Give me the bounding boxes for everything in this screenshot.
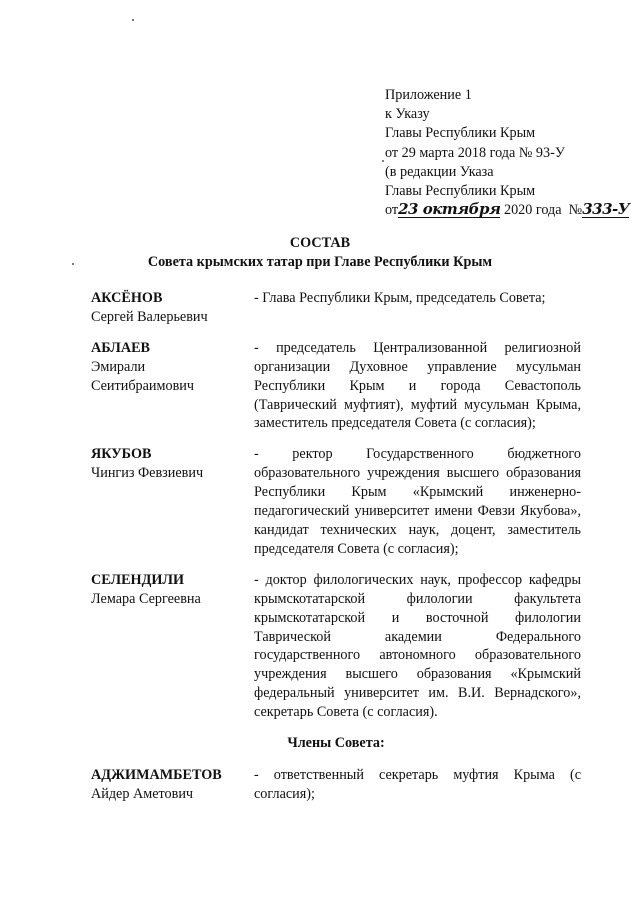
member-given-name: Лемара Сергеевна: [91, 590, 201, 607]
member-given-name: Эмирали: [91, 358, 146, 375]
member-role: - Глава Республики Крым, председатель Совета;: [254, 290, 546, 306]
member-name: [91, 445, 254, 558]
member-entry: [91, 571, 581, 722]
member-patronymic: Сеитибраимович: [91, 377, 195, 394]
scan-speck: [132, 19, 134, 21]
council-list: [91, 289, 581, 816]
appendix-line: Главы Республики Крым: [385, 125, 536, 142]
appendix-line: Приложение 1: [385, 87, 472, 103]
member-role: - ответственный секретарь муфтия Крыма (с согласия);: [254, 766, 581, 802]
document-subtitle: Совета крымских татар при Главе Республики Крым: [147, 254, 493, 270]
scan-speck: [382, 160, 384, 162]
member-given-name: Айдер Аметович: [91, 785, 194, 802]
member-entry: [91, 289, 581, 327]
appendix-line: к Указу: [385, 106, 430, 123]
appendix-number-label: №: [568, 202, 583, 219]
scan-speck: [72, 263, 74, 265]
member-given-name: Чингиз Февзиевич: [91, 465, 204, 482]
document-title: СОСТАВ: [289, 235, 351, 251]
member-entry: [91, 766, 581, 804]
member-name: [91, 766, 254, 804]
appendix-line: Главы Республики Крым: [385, 183, 536, 200]
handwritten-date: 23 октября: [398, 200, 501, 219]
member-surname: АБЛАЕВ: [91, 339, 151, 356]
member-name: [91, 289, 254, 327]
member-surname: АКСЁНОВ: [91, 290, 163, 306]
member-name: [91, 339, 254, 434]
member-surname: СЕЛЕНДИЛИ: [91, 571, 184, 588]
appendix-line: (в редакции Указа: [385, 163, 494, 180]
member-role: - доктор филологических наук, профессор кафедры крымскотатарской филологии факультета крымскотатарской и восточной филологии Таврической академии Федерального государственного автономного образовательного учреждения высшего образования «Крымский федеральный университет им. В.И. Вернадского», секретарь Совета (с согласия).: [254, 571, 581, 721]
member-role: - ректор Государственного бюджетного образовательного учреждения высшего образования Республики Крым «Крымский инженерно-педагогический университет имени Февзи Якубова», кандидат технических наук, доцент, заместитель председателя Совета (с согласия);: [254, 446, 581, 557]
member-entry: [91, 339, 581, 434]
member-entry: [91, 445, 581, 558]
member-role: - председатель Централизованной религиозной организации Духовное управление мусульман Республики Крым и города Севастополь (Таврический муфтият), муфтий мусульман Крыма, заместитель председателя Совета (с согласия);: [254, 339, 581, 432]
appendix-date-line: [385, 200, 630, 220]
appendix-date-prefix: от: [385, 202, 399, 219]
handwritten-number: 333-У: [582, 200, 630, 219]
member-name: [91, 571, 254, 722]
document-title-block: [0, 234, 640, 272]
member-surname: ЯКУБОВ: [91, 446, 152, 463]
member-given-name: Сергей Валерьевич: [91, 308, 208, 325]
members-heading: Члены Совета:: [287, 735, 385, 752]
appendix-header: [385, 86, 630, 220]
appendix-year: 2020 года: [503, 202, 562, 219]
appendix-line: от 29 марта 2018 года № 93-У: [385, 144, 565, 161]
member-surname: АДЖИМАМБЕТОВ: [91, 766, 222, 783]
